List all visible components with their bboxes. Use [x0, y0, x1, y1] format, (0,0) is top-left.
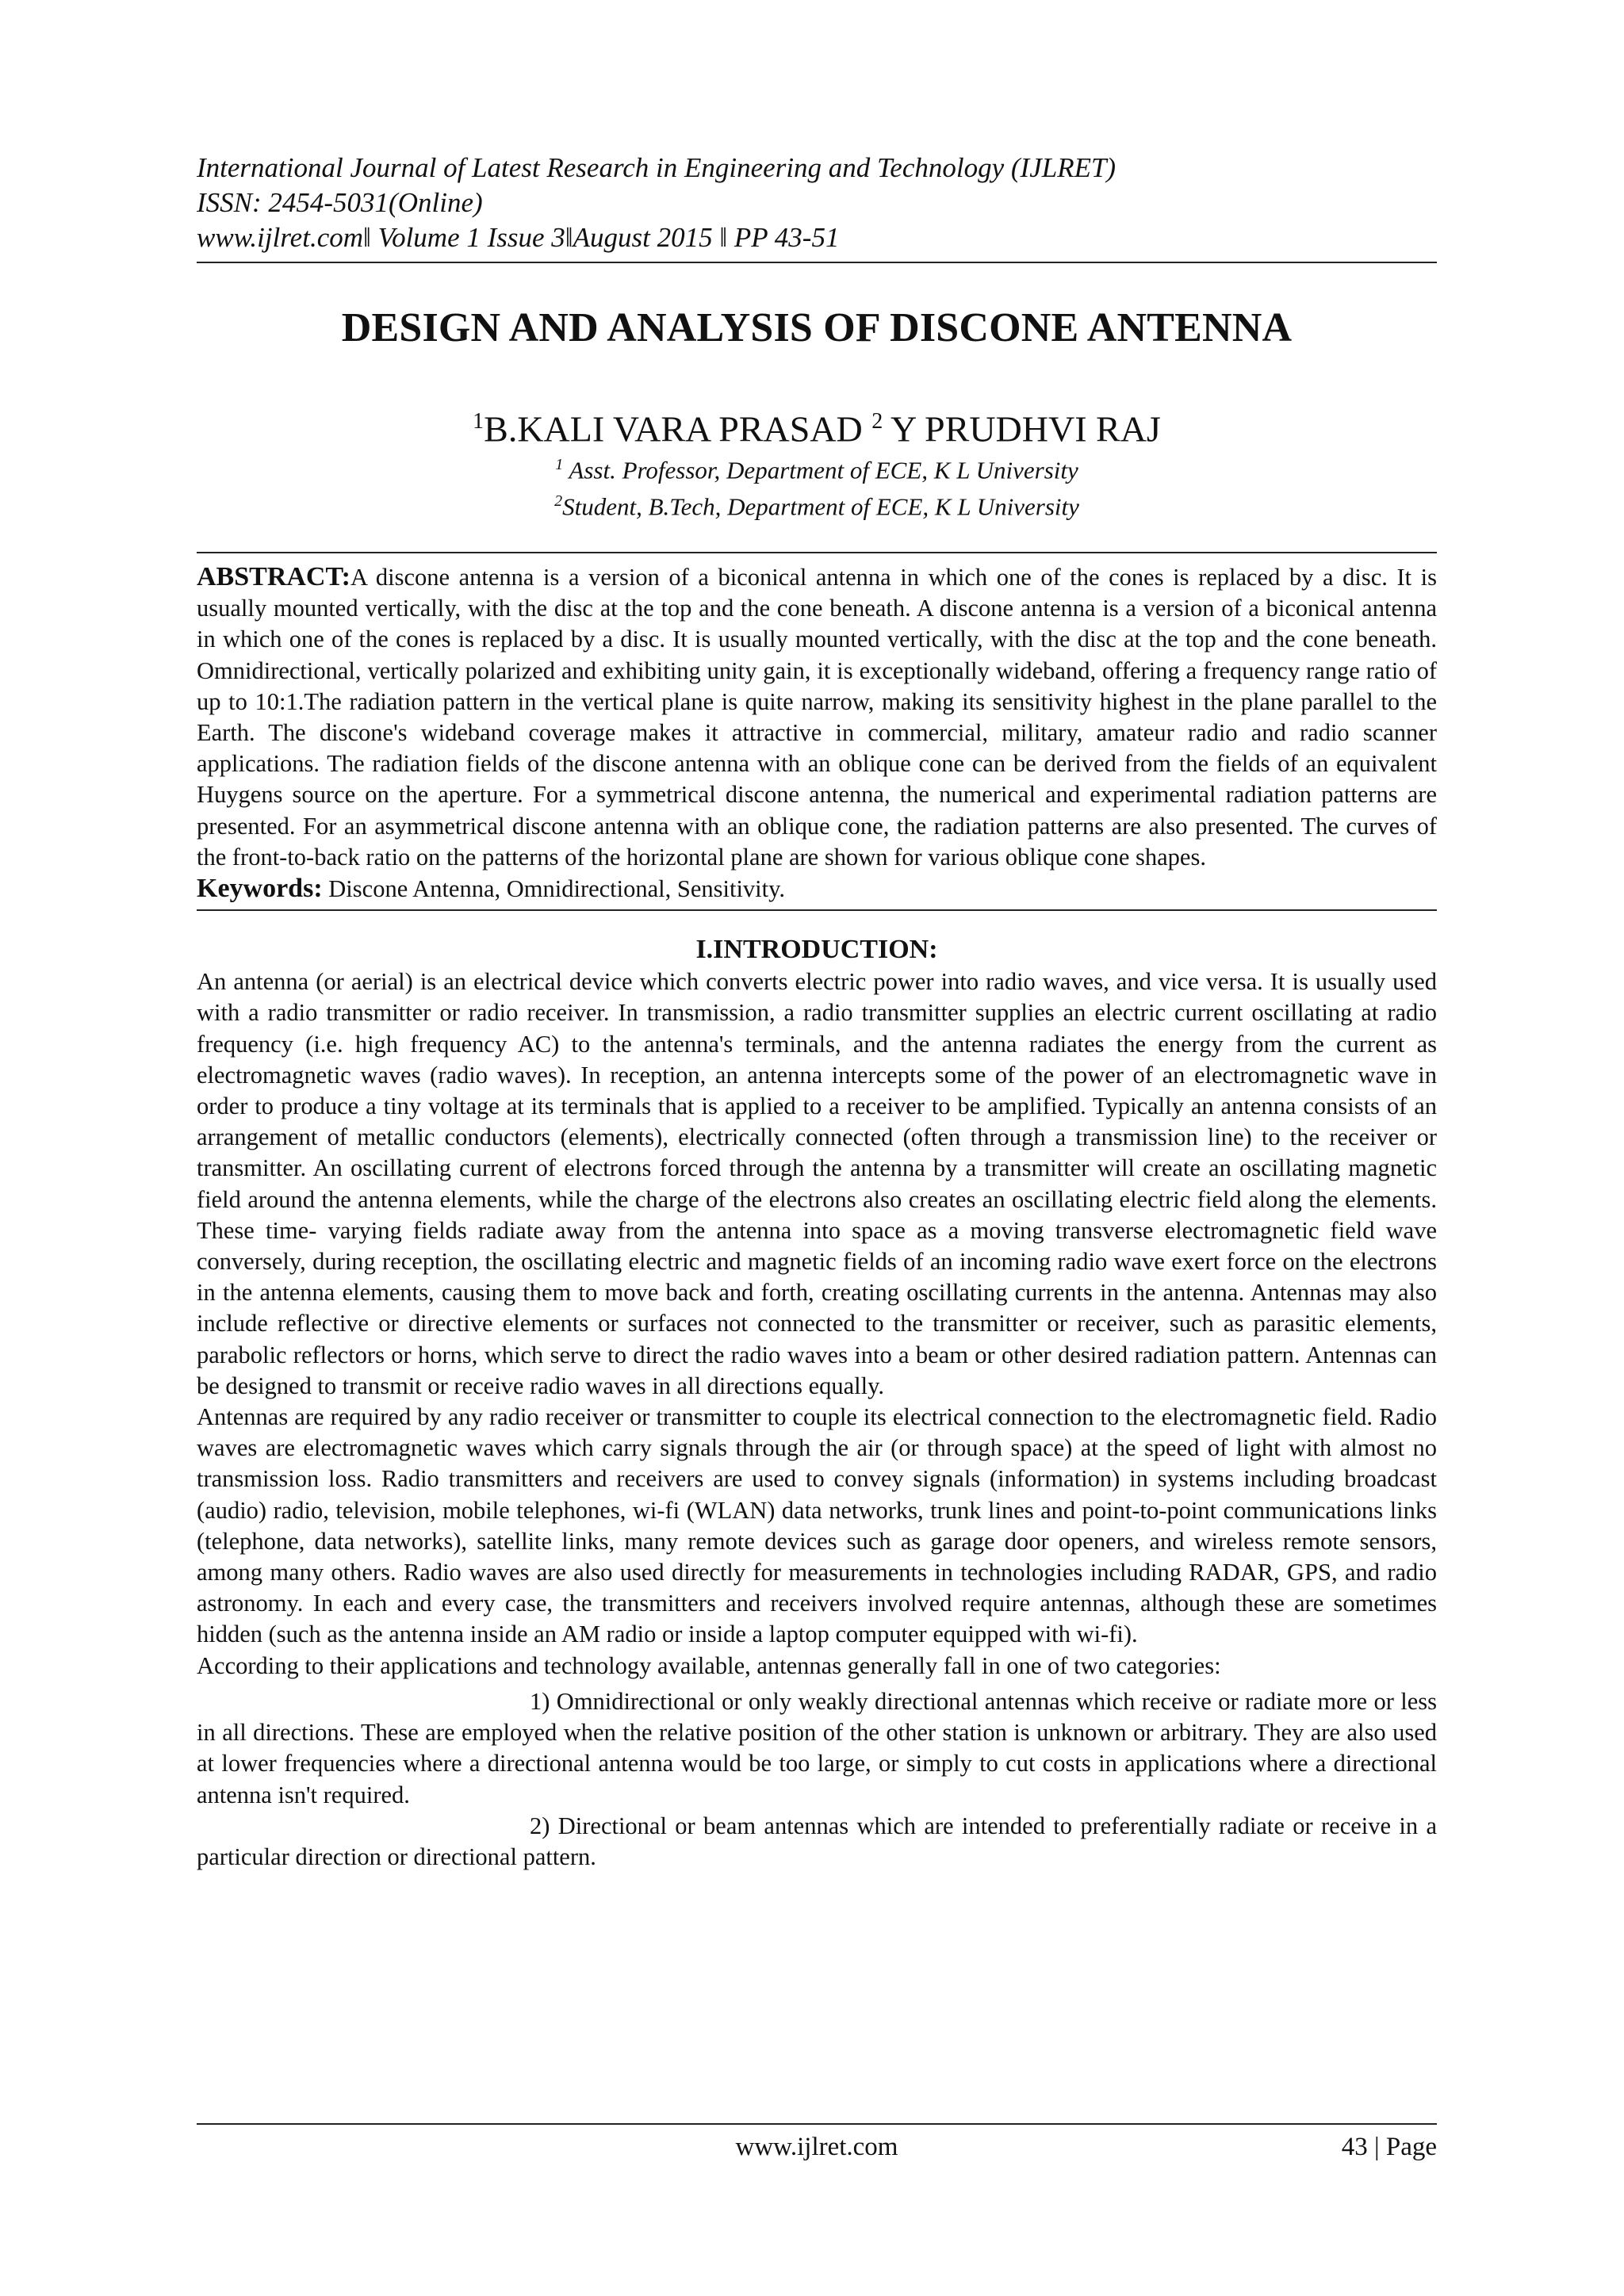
journal-issn: ISSN: 2454-5031(Online) [197, 187, 483, 218]
page-body [197, 151, 1437, 1873]
intro-paragraph-2: Antennas are required by any radio receiver or transmitter to couple its electrical connection to the electromagnetic field. Radio waves are electromagnetic waves which carry signals through the air (or through space) at the speed of light with almost no transmission loss. Radio transmitters and receivers are used to convey signals (information) in systems including broadcast (audio) radio, television, mobile telephones, wi-fi (WLAN) data networks, trunk lines and point-to-point communications links (telephone, data networks), satellite links, many remote devices such as garage door openers, and wireless remote sensors, among many others. Radio waves are also used directly for measurements in technologies including RADAR, GPS, and radio astronomy. In each and every case, the transmitters and receivers involved require antennas, although these are sometimes hidden (such as the antenna inside an AM radio or inside a laptop computer equipped with wi-fi). [197, 1403, 1437, 1648]
intro-paragraph-3: According to their applications and technology available, antennas generally fall in one of two categories: [197, 1651, 1221, 1679]
author-line [197, 401, 1437, 450]
affiliation-1 [197, 450, 1437, 485]
paper-title: DESIGN AND ANALYSIS OF DISCONE ANTENNA [341, 305, 1293, 350]
footer-page-number: 43 | Page [1341, 2133, 1437, 2161]
keywords-paragraph [197, 873, 1437, 905]
author2-sup: 2 [871, 409, 883, 434]
journal-header [197, 151, 1437, 255]
abstract-paragraph [197, 561, 1437, 873]
author2-name: Y PRUDHVI RAJ [883, 408, 1161, 450]
intro-paragraph-1: An antenna (or aerial) is an electrical device which converts electric power into radio waves, and vice versa. It is usually used with a radio transmitter or radio receiver. In transmission, a radio transmitter supplies an electric current oscillating at radio frequency (i.e. high frequency AC) to the antenna's terminals, and the antenna radiates the energy from the current as electromagnetic waves (radio waves). In reception, an antenna intercepts some of the power of an electromagnetic wave in order to produce a tiny voltage at its terminals that is applied to a receiver to be amplified. Typically an antenna consists of an arrangement of metallic conductors (elements), electrically connected (often through a transmission line) to the receiver or transmitter. An oscillating current of electrons forced through the antenna by a transmitter will create an oscillating magnetic field around the antenna elements, while the charge of the electrons also creates an oscillating electric field along the elements. These time- varying fields radiate away from the antenna into space as a moving transverse electromagnetic field wave conversely, during reception, the oscillating electric and magnetic fields of an incoming radio wave exert force on the electrons in the antenna elements, causing them to move back and forth, creating oscillating currents in the antenna. Antennas may also include reflective or directive elements or surfaces not connected to the transmitter or receiver, such as parasitic elements, parabolic reflectors or horns, which serve to direct the radio waves into a beam or other desired radiation pattern. Antennas can be designed to transmit or receive radio waves in all directions equally. [197, 968, 1437, 1399]
abstract-label: ABSTRACT: [197, 561, 350, 591]
keywords-text: Discone Antenna, Omnidirectional, Sensitivity. [322, 875, 786, 903]
page-footer [197, 2123, 1437, 2168]
affiliation-2 [197, 486, 1437, 522]
footer-site: www.ijlret.com [735, 2133, 898, 2161]
footer-row [197, 2133, 1437, 2168]
affiliation-2-sup: 2 [554, 492, 563, 510]
intro-list-item-1: 1) Omnidirectional or only weakly directional antennas which receive or radiate more or less in all directions. These are employed when the relative position of the other station is unknown or arbitrary. They are also used at lower frequencies where a directional antenna would be too large, or simply to cut costs in applications where a directional antenna isn't required. [197, 1687, 1437, 1808]
affiliation-2-text: Student, B.Tech, Department of ECE, K L University [562, 492, 1079, 520]
section-heading-introduction: I.INTRODUCTION: [695, 935, 938, 965]
abstract-text: A discone antenna is a version of a biconical antenna in which one of the cones is replaced by a disc. It is usually mounted vertically, with the disc at the top and the cone beneath. A discone antenna is a version of a biconical antenna in which one of the cones is replaced by a disc. It is usually mounted vertically, with the disc at the top and the cone beneath. Omnidirectional, vertically polarized and exhibiting unity gain, it is exceptionally wideband, offering a frequency range ratio of up to 10:1.The radiation pattern in the vertical plane is quite narrow, making its sensitivity highest in the plane parallel to the Earth. The discone's wideband coverage makes it attractive in commercial, military, amateur radio and radio scanner applications. The radiation fields of the discone antenna with an oblique cone can be derived from the fields of an equivalent Huygens source on the aperture. For a symmetrical discone antenna, the numerical and experimental radiation patterns are presented. For an asymmetrical discone antenna with an oblique cone, the radiation patterns are also presented. The curves of the front-to-back ratio on the patterns of the horizontal plane are shown for various oblique cone shapes. [197, 563, 1437, 871]
header-rule [197, 262, 1437, 263]
author1-sup: 1 [473, 409, 485, 434]
author1-name: B.KALI VARA PRASAD [484, 408, 872, 450]
affiliation-1-text: Asst. Professor, Department of ECE, K L University [563, 456, 1078, 484]
footer-rule [197, 2123, 1437, 2125]
journal-name: International Journal of Latest Research in Engineering and Technology (IJLRET) [197, 152, 1116, 183]
keywords-label: Keywords: [197, 874, 323, 904]
affiliation-1-sup: 1 [555, 456, 564, 474]
journal-issue: www.ijlret.com‖ Volume 1 Issue 3‖August 2015 ‖ PP 43-51 [197, 222, 840, 253]
intro-list-item-2: 2) Directional or beam antennas which are intended to preferentially radiate or receive in a particular direction or directional pattern. [197, 1812, 1437, 1870]
abstract-block [197, 561, 1437, 905]
abstract-bottom-rule [197, 909, 1437, 911]
abstract-top-rule [197, 552, 1437, 553]
